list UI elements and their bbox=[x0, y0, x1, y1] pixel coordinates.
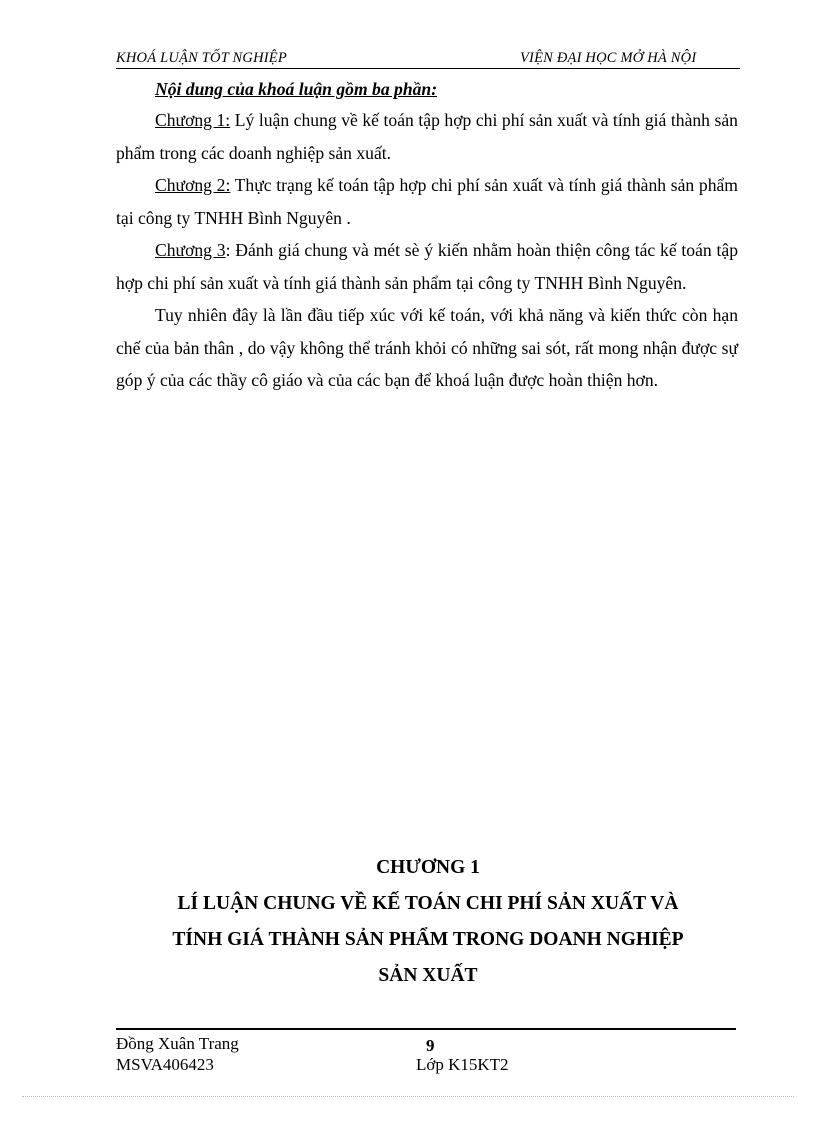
chapter-2-label: Chương 2: bbox=[155, 175, 231, 195]
page-bottom-border bbox=[22, 1096, 794, 1097]
intro-heading: Nội dung của khoá luận gồm ba phần: bbox=[155, 79, 438, 99]
page-header bbox=[116, 50, 740, 69]
chapter-3-label: Chương 3 bbox=[155, 240, 226, 260]
chapter-title-line-2: TÍNH GIÁ THÀNH SẢN PHẨM TRONG DOANH NGHIỆP bbox=[172, 929, 684, 950]
chapter-3-summary bbox=[116, 234, 738, 299]
chapter-heading bbox=[116, 850, 740, 994]
chapter-title-line-3: SẢN XUẤT bbox=[378, 965, 478, 986]
chapter-title-line-1: LÍ LUẬN CHUNG VỀ KẾ TOÁN CHI PHÍ SẢN XUẤT VÀ bbox=[177, 893, 679, 914]
body-content bbox=[116, 74, 738, 397]
footer-divider bbox=[116, 1028, 736, 1030]
chapter-1-text: Lý luận chung về kế toán tập hợp chi phí sản xuất và tính giá thành sản phẩm trong các doanh nghiệp sản xuất. bbox=[116, 110, 738, 163]
chapter-2-text: Thực trạng kế toán tập hợp chi phí sản xuất và tính giá thành sản phẩm tại công ty TNHH Bình Nguyên . bbox=[116, 175, 738, 228]
footer-class: Lớp K15KT2 bbox=[416, 1055, 509, 1074]
page-number: 9 bbox=[426, 1036, 435, 1055]
chapter-1-label: Chương 1: bbox=[155, 110, 231, 130]
header-right: VIỆN ĐẠI HỌC MỞ HÀ NỘI bbox=[520, 50, 697, 66]
chapter-3-text: : Đánh giá chung và mét sè ý kiến nhằm hoàn thiện công tác kế toán tập hợp chi phí sản xuất và tính giá thành sản phẩm tại công ty TNHH Bình Nguyên. bbox=[116, 240, 738, 293]
header-left: KHOÁ LUẬN TỐT NGHIỆP bbox=[116, 50, 287, 66]
footer-author: Đồng Xuân Trang bbox=[116, 1034, 239, 1053]
chapter-1-summary bbox=[116, 104, 738, 169]
footer-student-id: MSVA406423 bbox=[116, 1055, 214, 1074]
chapter-number: CHƯƠNG 1 bbox=[376, 857, 480, 878]
closing-paragraph: Tuy nhiên đây là lần đầu tiếp xúc với kế toán, với khả năng và kiến thức còn hạn chế của bản thân , do vậy không thể tránh khỏi có những sai sót, rất mong nhận được sự góp ý của các thầy cô giáo và của các bạn để khoá luận được hoàn thiện hơn. bbox=[116, 305, 738, 390]
chapter-2-summary bbox=[116, 169, 738, 234]
